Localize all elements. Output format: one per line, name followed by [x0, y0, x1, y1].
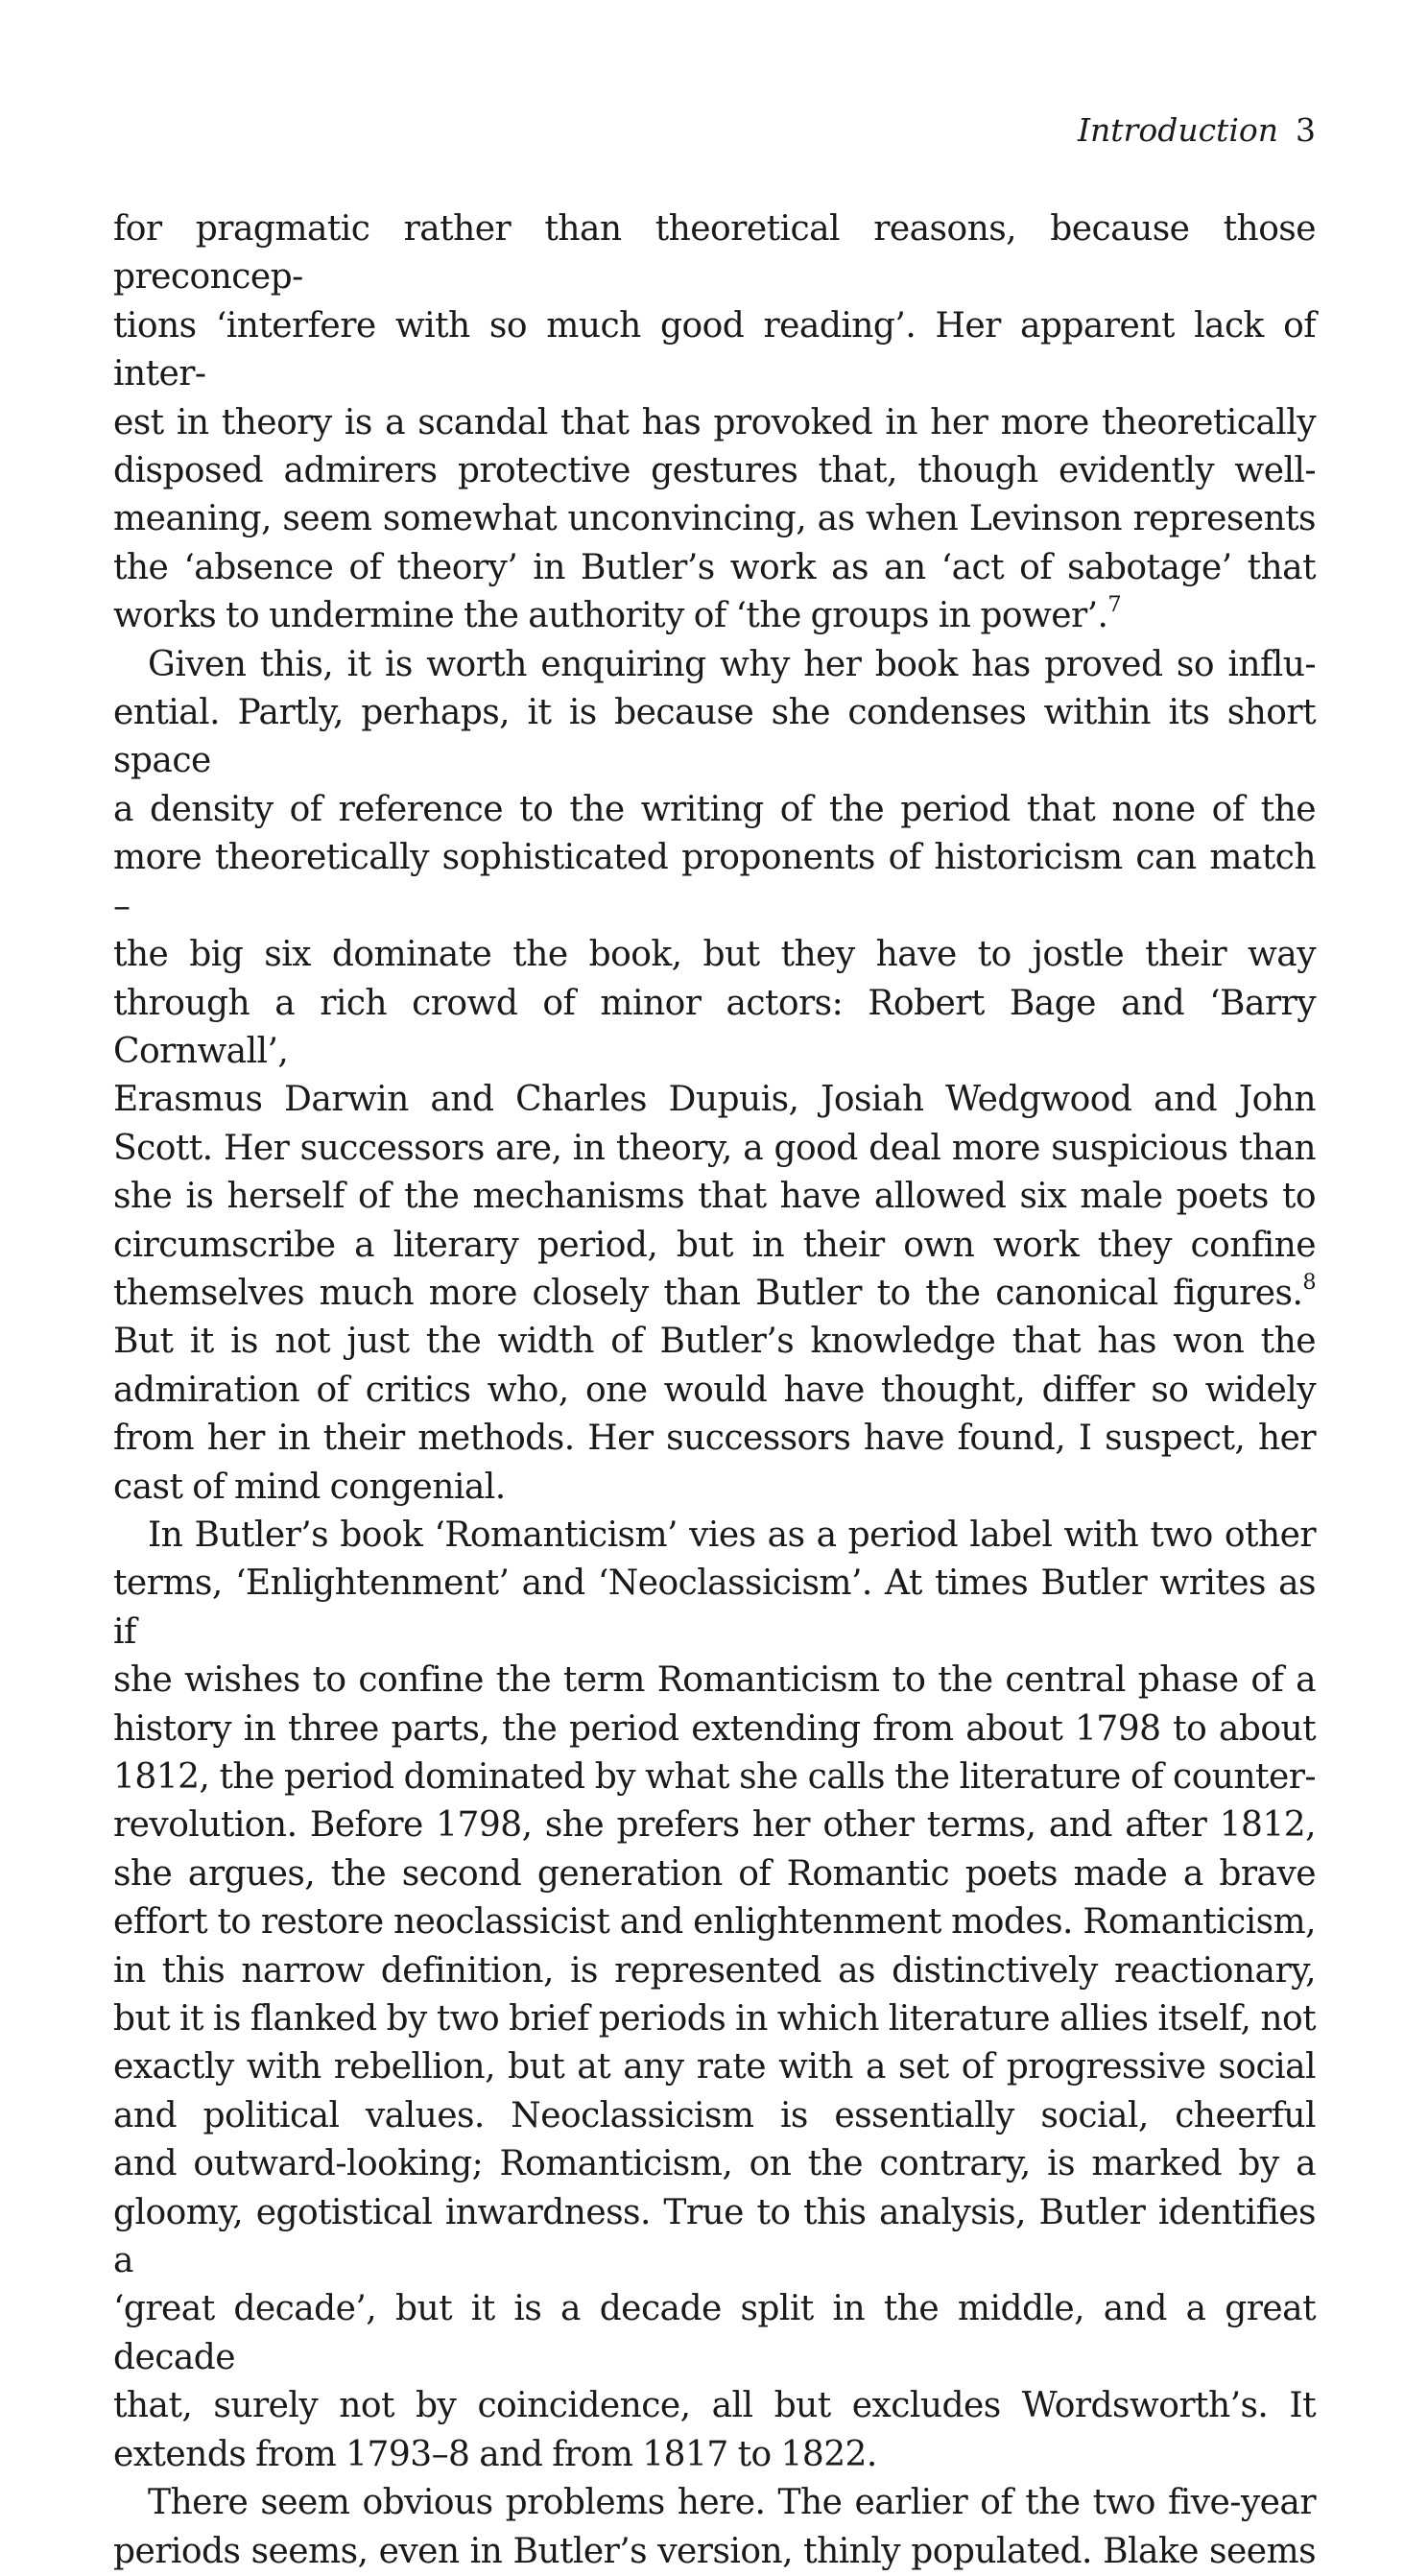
text-line: and outward-looking; Romanticism, on the contrary, is marked by a — [113, 2144, 1316, 2184]
footnote-marker: 8 — [1302, 1269, 1316, 1295]
paragraph-1 — [113, 205, 1316, 641]
text-line: ‘great decade’, but it is a decade split in the middle, and a great decade — [113, 2289, 1316, 2377]
text-line: tions ‘interfere with so much good reading’. Her apparent lack of inter- — [113, 305, 1316, 394]
page-number: 3 — [1296, 111, 1316, 149]
text-line: meaning, seem somewhat unconvincing, as when Levinson represents — [113, 499, 1316, 539]
text-line: Given this, it is worth enquiring why her book has proved so influ- — [148, 644, 1316, 684]
text-line: works to undermine the authority of ‘the groups in power’.$^7$ — [113, 592, 1122, 636]
text-line: cast of mind congenial. — [113, 1467, 506, 1507]
text-line: admiration of critics who, one would have thought, differ so widely — [113, 1370, 1316, 1410]
text-line: effort to restore neoclassicist and enlightenment modes. Romanticism, — [113, 1902, 1316, 1943]
footnote-marker: 7 — [1107, 592, 1122, 618]
text-line: Scott. Her successors are, in theory, a good deal more suspicious than — [113, 1128, 1316, 1168]
text-line: and political values. Neoclassicism is essentially social, cheerful — [113, 2095, 1316, 2135]
paragraph-2 — [113, 641, 1316, 1512]
text-line: In Butler’s book ‘Romanticism’ vies as a period label with two other — [148, 1515, 1316, 1555]
text-line: disposed admirers protective gestures that, though evidently well- — [113, 451, 1316, 491]
paragraph-4 — [113, 2479, 1316, 2576]
text-line: history in three parts, the period extending from about 1798 to about — [113, 1708, 1316, 1749]
text-line: There seem obvious problems here. The earlier of the two five-year — [148, 2483, 1316, 2523]
text-line: But it is not just the width of Butler’s knowledge that has won the — [113, 1322, 1316, 1362]
text-line: she argues, the second generation of Romantic poets made a brave — [113, 1853, 1316, 1894]
text-line: revolution. Before 1798, she prefers her other terms, and after 1812, — [113, 1805, 1316, 1846]
body-text — [113, 205, 1316, 2576]
paragraph-3 — [113, 1512, 1316, 2479]
text-line: extends from 1793–8 and from 1817 to 1822. — [113, 2434, 877, 2474]
running-head-title: Introduction — [1078, 111, 1278, 149]
text-line: 1812, the period dominated by what she calls the literature of counter- — [113, 1757, 1316, 1797]
text-line: periods seems, even in Butler’s version, thinly populated. Blake seems — [113, 2531, 1316, 2571]
text-line: the big six dominate the book, but they have to jostle their way — [113, 935, 1316, 975]
text-line: more theoretically sophisticated proponents of historicism can match – — [113, 838, 1316, 926]
text-line: gloomy, egotistical inwardness. True to this analysis, Butler identifies a — [113, 2192, 1316, 2281]
text-line: terms, ‘Enlightenment’ and ‘Neoclassicism’. At times Butler writes as if — [113, 1563, 1316, 1652]
text-line: themselves much more closely than Butler to the canonical figures.$^8$ — [113, 1269, 1316, 1313]
text-line: but it is flanked by two brief periods in which literature allies itself, not — [113, 1999, 1316, 2039]
text-line: in this narrow definition, is represented as distinctively reactionary, — [113, 1950, 1316, 1991]
text-line: Erasmus Darwin and Charles Dupuis, Josiah Wedgwood and John — [113, 1080, 1316, 1120]
text-line: she is herself of the mechanisms that have allowed six male poets to — [113, 1177, 1316, 1217]
text-line: ential. Partly, perhaps, it is because she condenses within its short space — [113, 693, 1316, 781]
text-line: she wishes to confine the term Romanticism to the central phase of a — [113, 1660, 1316, 1701]
text-line: exactly with rebellion, but at any rate with a set of progressive social — [113, 2047, 1316, 2087]
text-line: the ‘absence of theory’ in Butler’s work as an ‘act of sabotage’ that — [113, 547, 1316, 587]
text-line: that, surely not by coincidence, all but excludes Wordsworth’s. It — [113, 2386, 1316, 2426]
text-line: for pragmatic rather than theoretical reasons, because those preconcep- — [113, 209, 1316, 298]
text-line: a density of reference to the writing of the period that none of the — [113, 789, 1316, 829]
running-head — [1078, 107, 1316, 154]
text-line: from her in their methods. Her successors have found, I suspect, her — [113, 1419, 1316, 1459]
text-line: circumscribe a literary period, but in their own work they confine — [113, 1225, 1316, 1265]
text-line: through a rich crowd of minor actors: Robert Bage and ‘Barry Cornwall’, — [113, 983, 1316, 1071]
text-line: est in theory is a scandal that has provoked in her more theoretically — [113, 402, 1316, 442]
